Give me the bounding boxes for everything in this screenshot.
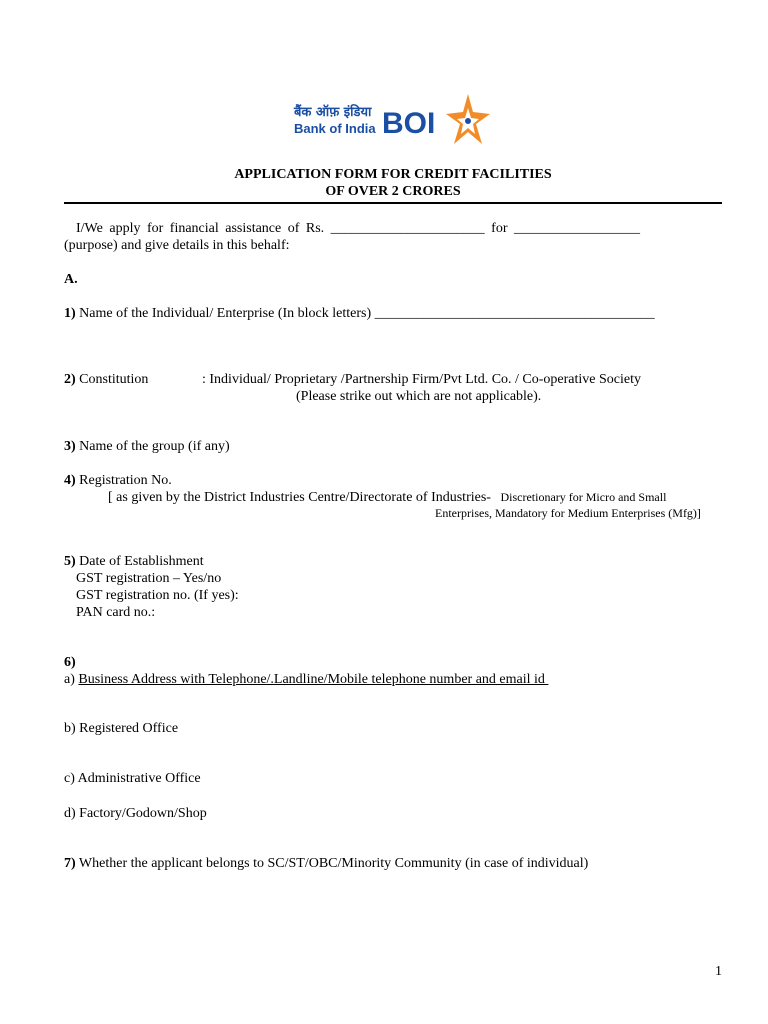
intro-line2: (purpose) and give details in this behalf: [64, 238, 290, 253]
gst-number-line: GST registration no. (If yes): [76, 588, 239, 603]
question-7 [64, 856, 588, 872]
title-divider [64, 202, 722, 204]
question-6a-label: a) [64, 672, 75, 687]
form-title-line1: APPLICATION FORM FOR CREDIT FACILITIES [234, 167, 552, 182]
question-7-number: 7) [64, 856, 76, 871]
question-4-detail [108, 490, 666, 506]
question-2 [64, 372, 148, 388]
star-logo-icon [446, 94, 490, 146]
intro-line1: I/We apply for financial assistance of Rs. ______________________ for __________________ [76, 221, 641, 236]
question-5 [64, 554, 204, 570]
question-6-number: 6) [64, 655, 76, 670]
logo-hindi-text: बैंक ऑफ़ इंडिया [294, 105, 372, 120]
question-4-number: 4) [64, 473, 76, 488]
question-4-small-text-2: Enterprises, Mandatory for Medium Enterprises (Mfg)] [435, 506, 701, 520]
question-3 [64, 439, 230, 455]
question-2-options: : Individual/ Proprietary /Partnership Firm/Pvt Ltd. Co. / Co-operative Society [202, 372, 641, 387]
question-1 [64, 306, 655, 322]
question-6d: d) Factory/Godown/Shop [64, 806, 207, 821]
question-6c: c) Administrative Office [64, 771, 201, 786]
section-a-heading: A. [64, 272, 78, 287]
bank-logo [294, 94, 494, 150]
question-3-text: Name of the group (if any) [79, 439, 230, 454]
question-5-number: 5) [64, 554, 76, 569]
question-7-text: Whether the applicant belongs to SC/ST/OBC/Minority Community (in case of individual) [78, 856, 589, 871]
logo-english-text: Bank of India [294, 121, 376, 136]
question-3-number: 3) [64, 439, 76, 454]
question-5-text: Date of Establishment [79, 554, 204, 569]
question-4-small-text-1: Discretionary for Micro and Small [500, 490, 667, 504]
page-number: 1 [715, 964, 722, 979]
question-6a [64, 672, 548, 688]
question-6a-text: Business Address with Telephone/.Landline/Mobile telephone number and email id [78, 672, 549, 687]
question-1-number: 1) [64, 306, 76, 321]
form-title-line2: OF OVER 2 CRORES [325, 184, 461, 199]
question-4-detail-text: [ as given by the District Industries Centre/Directorate of Industries- [108, 490, 491, 505]
question-6b: b) Registered Office [64, 721, 179, 736]
question-4-text: Registration No. [79, 473, 172, 488]
pan-card-line: PAN card no.: [76, 605, 156, 620]
question-4 [64, 473, 172, 489]
logo-brand-text: BOI [382, 107, 436, 140]
question-2-note: (Please strike out which are not applicable). [296, 389, 542, 404]
question-1-text: Name of the Individual/ Enterprise (In block letters) ________________________________________ [79, 306, 655, 321]
question-2-label: Constitution [79, 372, 149, 387]
question-2-number: 2) [64, 372, 76, 387]
gst-registration-line: GST registration – Yes/no [76, 571, 222, 586]
